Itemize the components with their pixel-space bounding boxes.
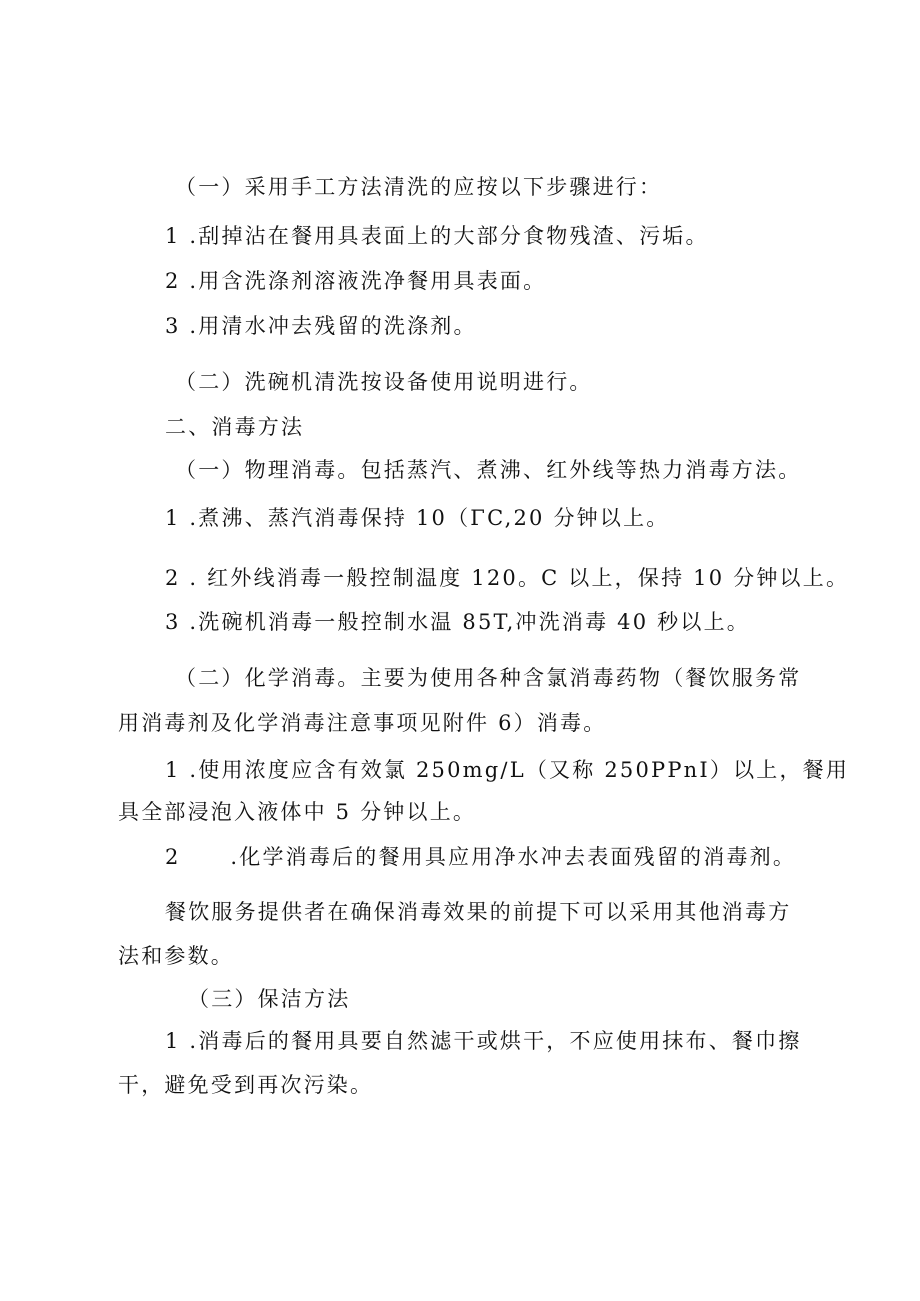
paragraph-line: 1 .煮沸、蒸汽消毒保持 10（ΓC,20 分钟以上。: [165, 506, 670, 530]
paragraph-line: 1 .消毒后的餐用具要自然滤干或烘干，不应使用抹布、餐巾擦: [165, 1029, 802, 1053]
paragraph-line: 2 .用含洗涤剂溶液洗净餐用具表面。: [165, 269, 547, 293]
section-heading: （三）保洁方法: [188, 987, 351, 1011]
paragraph-line: 3 .用清水冲去残留的洗涤剂。: [165, 314, 477, 338]
paragraph-line: 具全部浸泡入液体中 5 分钟以上。: [118, 800, 477, 824]
paragraph-line: 法和参数。: [118, 944, 234, 968]
paragraph-line: 1 .使用浓度应含有效氯 250mg∕L（又称 250PPnI）以上，餐用: [165, 758, 850, 782]
item-number: 2: [165, 845, 179, 869]
paragraph-line: 1 .刮掉沾在餐用具表面上的大部分食物残渣、污垢。: [165, 224, 709, 248]
paragraph-line: （一）采用手工方法清洗的应按以下步骤进行：: [175, 175, 663, 199]
paragraph-line: 餐饮服务提供者在确保消毒效果的前提下可以采用其他消毒方: [165, 900, 792, 924]
paragraph-line: （一）物理消毒。包括蒸汽、煮沸、红外线等热力消毒方法。: [175, 458, 802, 482]
paragraph-line-number: [165, 842, 796, 872]
paragraph-line: 干，避免受到再次污染。: [118, 1073, 374, 1097]
paragraph-line: （二）化学消毒。主要为使用各种含氯消毒药物（餐饮服务常: [175, 666, 802, 690]
paragraph-line: 3 .洗碗机消毒一般控制水温 85T,冲洗消毒 40 秒以上。: [165, 610, 750, 634]
paragraph-line: 2 . 红外线消毒一般控制温度 120。C 以上，保持 10 分钟以上。: [165, 566, 850, 590]
paragraph-line: 用消毒剂及化学消毒注意事项见附件 6）消毒。: [118, 711, 607, 735]
paragraph-line: （二）洗碗机清洗按设备使用说明进行。: [175, 370, 593, 394]
item-text: .化学消毒后的餐用具应用净水冲去表面残留的消毒剂。: [230, 845, 797, 869]
section-heading: 二、消毒方法: [165, 415, 305, 439]
